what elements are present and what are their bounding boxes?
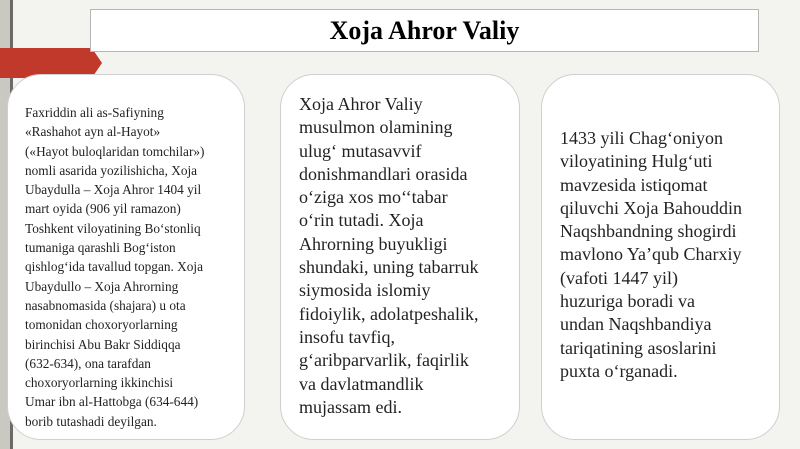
text-card-description xyxy=(280,74,520,440)
card-text: 1433 yili Chag‘oniyon viloyatining Hulg‘uti mavzesida istiqomat qiluvchi Xoja Bahouddin Naqshbandning shogirdi mavlono Ya’qub Charxiy (vafoti 1447 yil) huzuriga boradi va undan Naqshbandiya tariqatining asoslarini puxta o‘rganadi. xyxy=(560,128,742,381)
card-text: Xoja Ahror Valiy musulmon olamining ulug‘ mutasavvif donishmandlari orasida o‘ziga xos mo‘‘tabar o‘rin tutadi. Xoja Ahrorning buyukligi shundaki, uning tabarruk siymosida islomiy fidoiylik, adolatpeshalik, insofu tavfiq, g‘aribparvarlik, faqirlik va davlatmandlik mujassam edi. xyxy=(299,94,479,417)
slide-title: Xoja Ahror Valiy xyxy=(329,15,520,45)
text-card-birth xyxy=(7,74,245,440)
title-box xyxy=(90,9,759,52)
text-card-teacher xyxy=(541,74,780,440)
card-text: Faxriddin ali as-Safiyning «Rashahot ayn al-Hayot» («Hayot buloqlaridan tomchilar») nomli asarida yozilishicha, Xoja Ubaydulla – Xoja Ahror 1404 yil mart oyida (906 yil ramazon) Toshkent viloyatining Bo‘stonliq tumaniga qarashli Bog‘iston qishlog‘ida tavallud topgan. Xoja Ubaydullo – Xoja Ahrorning nasabnomasida (shajara) u ota tomonidan choxoryorlarning birinchisi Abu Bakr Siddiqqa (632-634), ona tarafdan choxoryorlarning ikkinchisi Umar ibn al-Hattobga (634-644) borib tutashadi deyilgan. xyxy=(25,105,205,429)
